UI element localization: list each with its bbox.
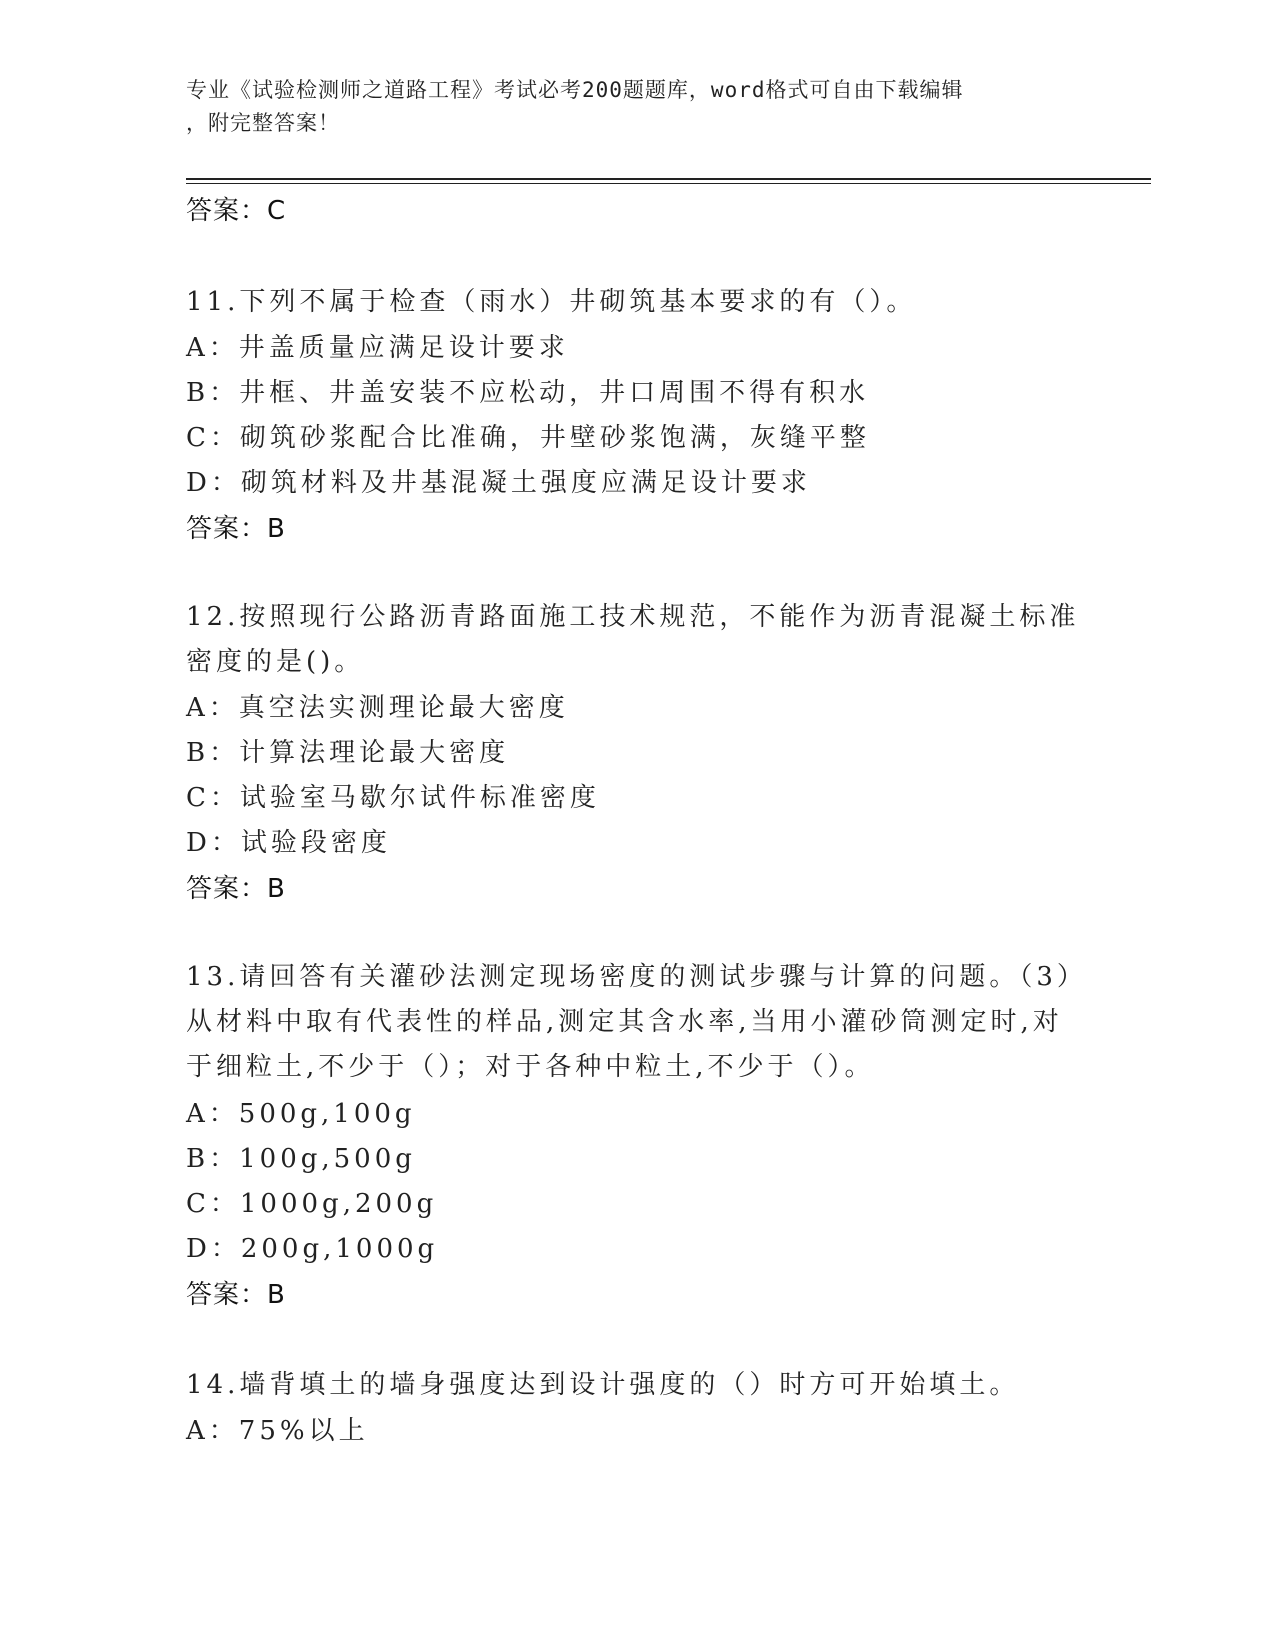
question-11-option-d: D：砌筑材料及井基混凝土强度应满足设计要求	[186, 468, 811, 498]
document-header	[186, 74, 1066, 140]
question-12-stem: 12.按照现行公路沥青路面施工技术规范，不能作为沥青混凝土标准密度的是()。	[186, 602, 1080, 677]
question-11-stem: 11.下列不属于检查（雨水）井砌筑基本要求的有（）。	[186, 287, 917, 317]
question-12-option-a: A：真空法实测理论最大密度	[186, 693, 569, 723]
question-13-option-d: D：200g,1000g	[186, 1234, 439, 1264]
question-13-option-a: A：500g,100g	[186, 1099, 416, 1129]
question-13-option-b: B：100g,500g	[186, 1144, 416, 1174]
question-11-option-b: B：井框、井盖安装不应松动，井口周围不得有积水	[186, 378, 870, 408]
question-11-option-c: C：砌筑砂浆配合比准确，井壁砂浆饱满，灰缝平整	[186, 423, 870, 453]
question-14-stem: 14.墙背填土的墙身强度达到设计强度的（）时方可开始填土。	[186, 1370, 1020, 1400]
answer-q11: 答案：B	[186, 514, 286, 544]
question-12-option-d: D：试验段密度	[186, 828, 391, 858]
question-13-stem: 13.请回答有关灌砂法测定现场密度的测试步骤与计算的问题。（3）从材料中取有代表性的样品,测定其含水率,当用小灌砂筒测定时,对于细粒土,不少于（）；对于各种中粒土,不少于（）。	[186, 962, 1074, 1082]
answer-q13: 答案：B	[186, 1280, 286, 1310]
header-divider-thin	[186, 183, 1151, 184]
header-divider-thick	[186, 178, 1151, 180]
header-line-1: 专业《试验检测师之道路工程》考试必考200题题库，word格式可自由下载编辑	[186, 78, 964, 102]
question-13-option-c: C：1000g,200g	[186, 1189, 438, 1219]
question-12-option-c: C：试验室马歇尔试件标准密度	[186, 783, 600, 813]
question-14-option-a: A：75%以上	[186, 1416, 369, 1446]
answer-q12: 答案：B	[186, 874, 286, 904]
question-11-option-a: A：井盖质量应满足设计要求	[186, 333, 569, 363]
header-line-2: ，附完整答案！	[186, 111, 340, 135]
question-12-option-b: B：计算法理论最大密度	[186, 738, 510, 768]
answer-q10: 答案：C	[186, 196, 287, 226]
